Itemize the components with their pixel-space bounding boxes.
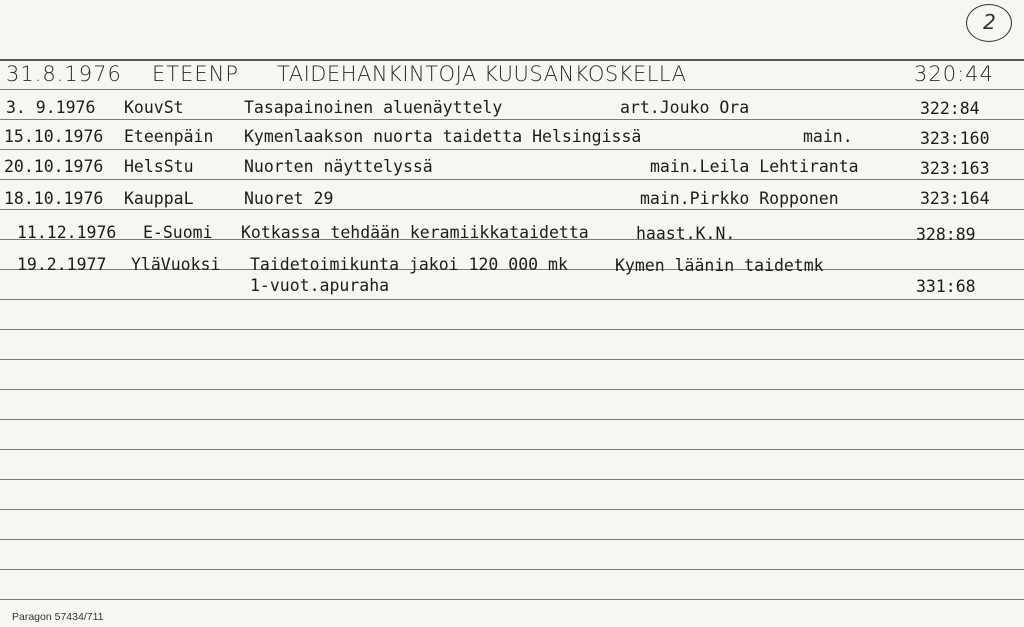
entry-author: haast.K.N. xyxy=(636,224,736,243)
card-rule xyxy=(0,389,1024,390)
card-rule xyxy=(0,119,1024,120)
entry-title: Nuoret 29 xyxy=(244,189,334,208)
entry-ref: 331:68 xyxy=(916,277,976,296)
entry-source: HelsStu xyxy=(124,157,194,176)
entry-ref: 323:164 xyxy=(920,189,990,208)
entry-title: Nuorten näyttelyssä xyxy=(244,157,433,176)
header-ref: 320:44 xyxy=(914,62,994,86)
header-date: 31.8.1976 xyxy=(6,62,122,86)
entry-date: 19.2.1977 xyxy=(17,255,107,274)
entry-author: main.Leila Lehtiranta xyxy=(650,157,859,176)
entry-source: KauppaL xyxy=(124,189,194,208)
entry-ref: 322:84 xyxy=(920,99,980,118)
printer-imprint: Paragon 57434/711 xyxy=(12,611,104,623)
entry-ref: 323:163 xyxy=(920,159,990,178)
entry-title: Kotkassa tehdään keramiikkataidetta xyxy=(241,223,589,242)
card-rule xyxy=(0,359,1024,360)
entry-author: main.Pirkko Ropponen xyxy=(640,189,839,208)
entry-ref: 328:89 xyxy=(916,225,976,244)
top-rule xyxy=(0,59,1024,61)
entry-author: art.Jouko Ora xyxy=(620,98,750,117)
header-source: ETEENP xyxy=(152,62,240,86)
header-title: TAIDEHANKINTOJA KUUSANKOSKELLA xyxy=(277,62,687,86)
card-rule xyxy=(0,419,1024,420)
entry-ref: 323:160 xyxy=(920,129,990,148)
entry-author: Kymen läänin taidetmk xyxy=(615,256,824,275)
card-rule xyxy=(0,299,1024,300)
entry-date: 3. 9.1976 xyxy=(6,98,96,117)
card-number: 2 xyxy=(983,10,996,34)
entry-title: Kymenlaakson nuorta taidetta Helsingissä xyxy=(244,127,642,146)
entry-date: 18.10.1976 xyxy=(4,189,104,208)
entry-title: Tasapainoinen aluenäyttely xyxy=(244,98,503,117)
entry-source: Eteenpäin xyxy=(124,127,214,146)
entry-title: Taidetoimikunta jakoi 120 000 mk xyxy=(250,255,568,274)
card-rule xyxy=(0,569,1024,570)
card-rule xyxy=(0,539,1024,540)
entry-source: KouvSt xyxy=(124,98,184,117)
entry-source: YläVuoksi xyxy=(131,255,221,274)
entry-date: 11.12.1976 xyxy=(17,223,117,242)
entry-date: 20.10.1976 xyxy=(4,157,104,176)
entry-date: 15.10.1976 xyxy=(4,127,104,146)
entry-author: main. xyxy=(803,127,853,146)
card-rule xyxy=(0,479,1024,480)
card-rule xyxy=(0,209,1024,210)
card-rule xyxy=(0,149,1024,150)
card-rule xyxy=(0,599,1024,600)
entry-title-continued: 1-vuot.apuraha xyxy=(250,276,390,295)
card-number-badge xyxy=(966,4,1014,44)
card-rule xyxy=(0,329,1024,330)
card-rule xyxy=(0,509,1024,510)
card-rule xyxy=(0,89,1024,90)
card-rule xyxy=(0,449,1024,450)
entry-source: E-Suomi xyxy=(143,223,213,242)
card-rule xyxy=(0,179,1024,180)
